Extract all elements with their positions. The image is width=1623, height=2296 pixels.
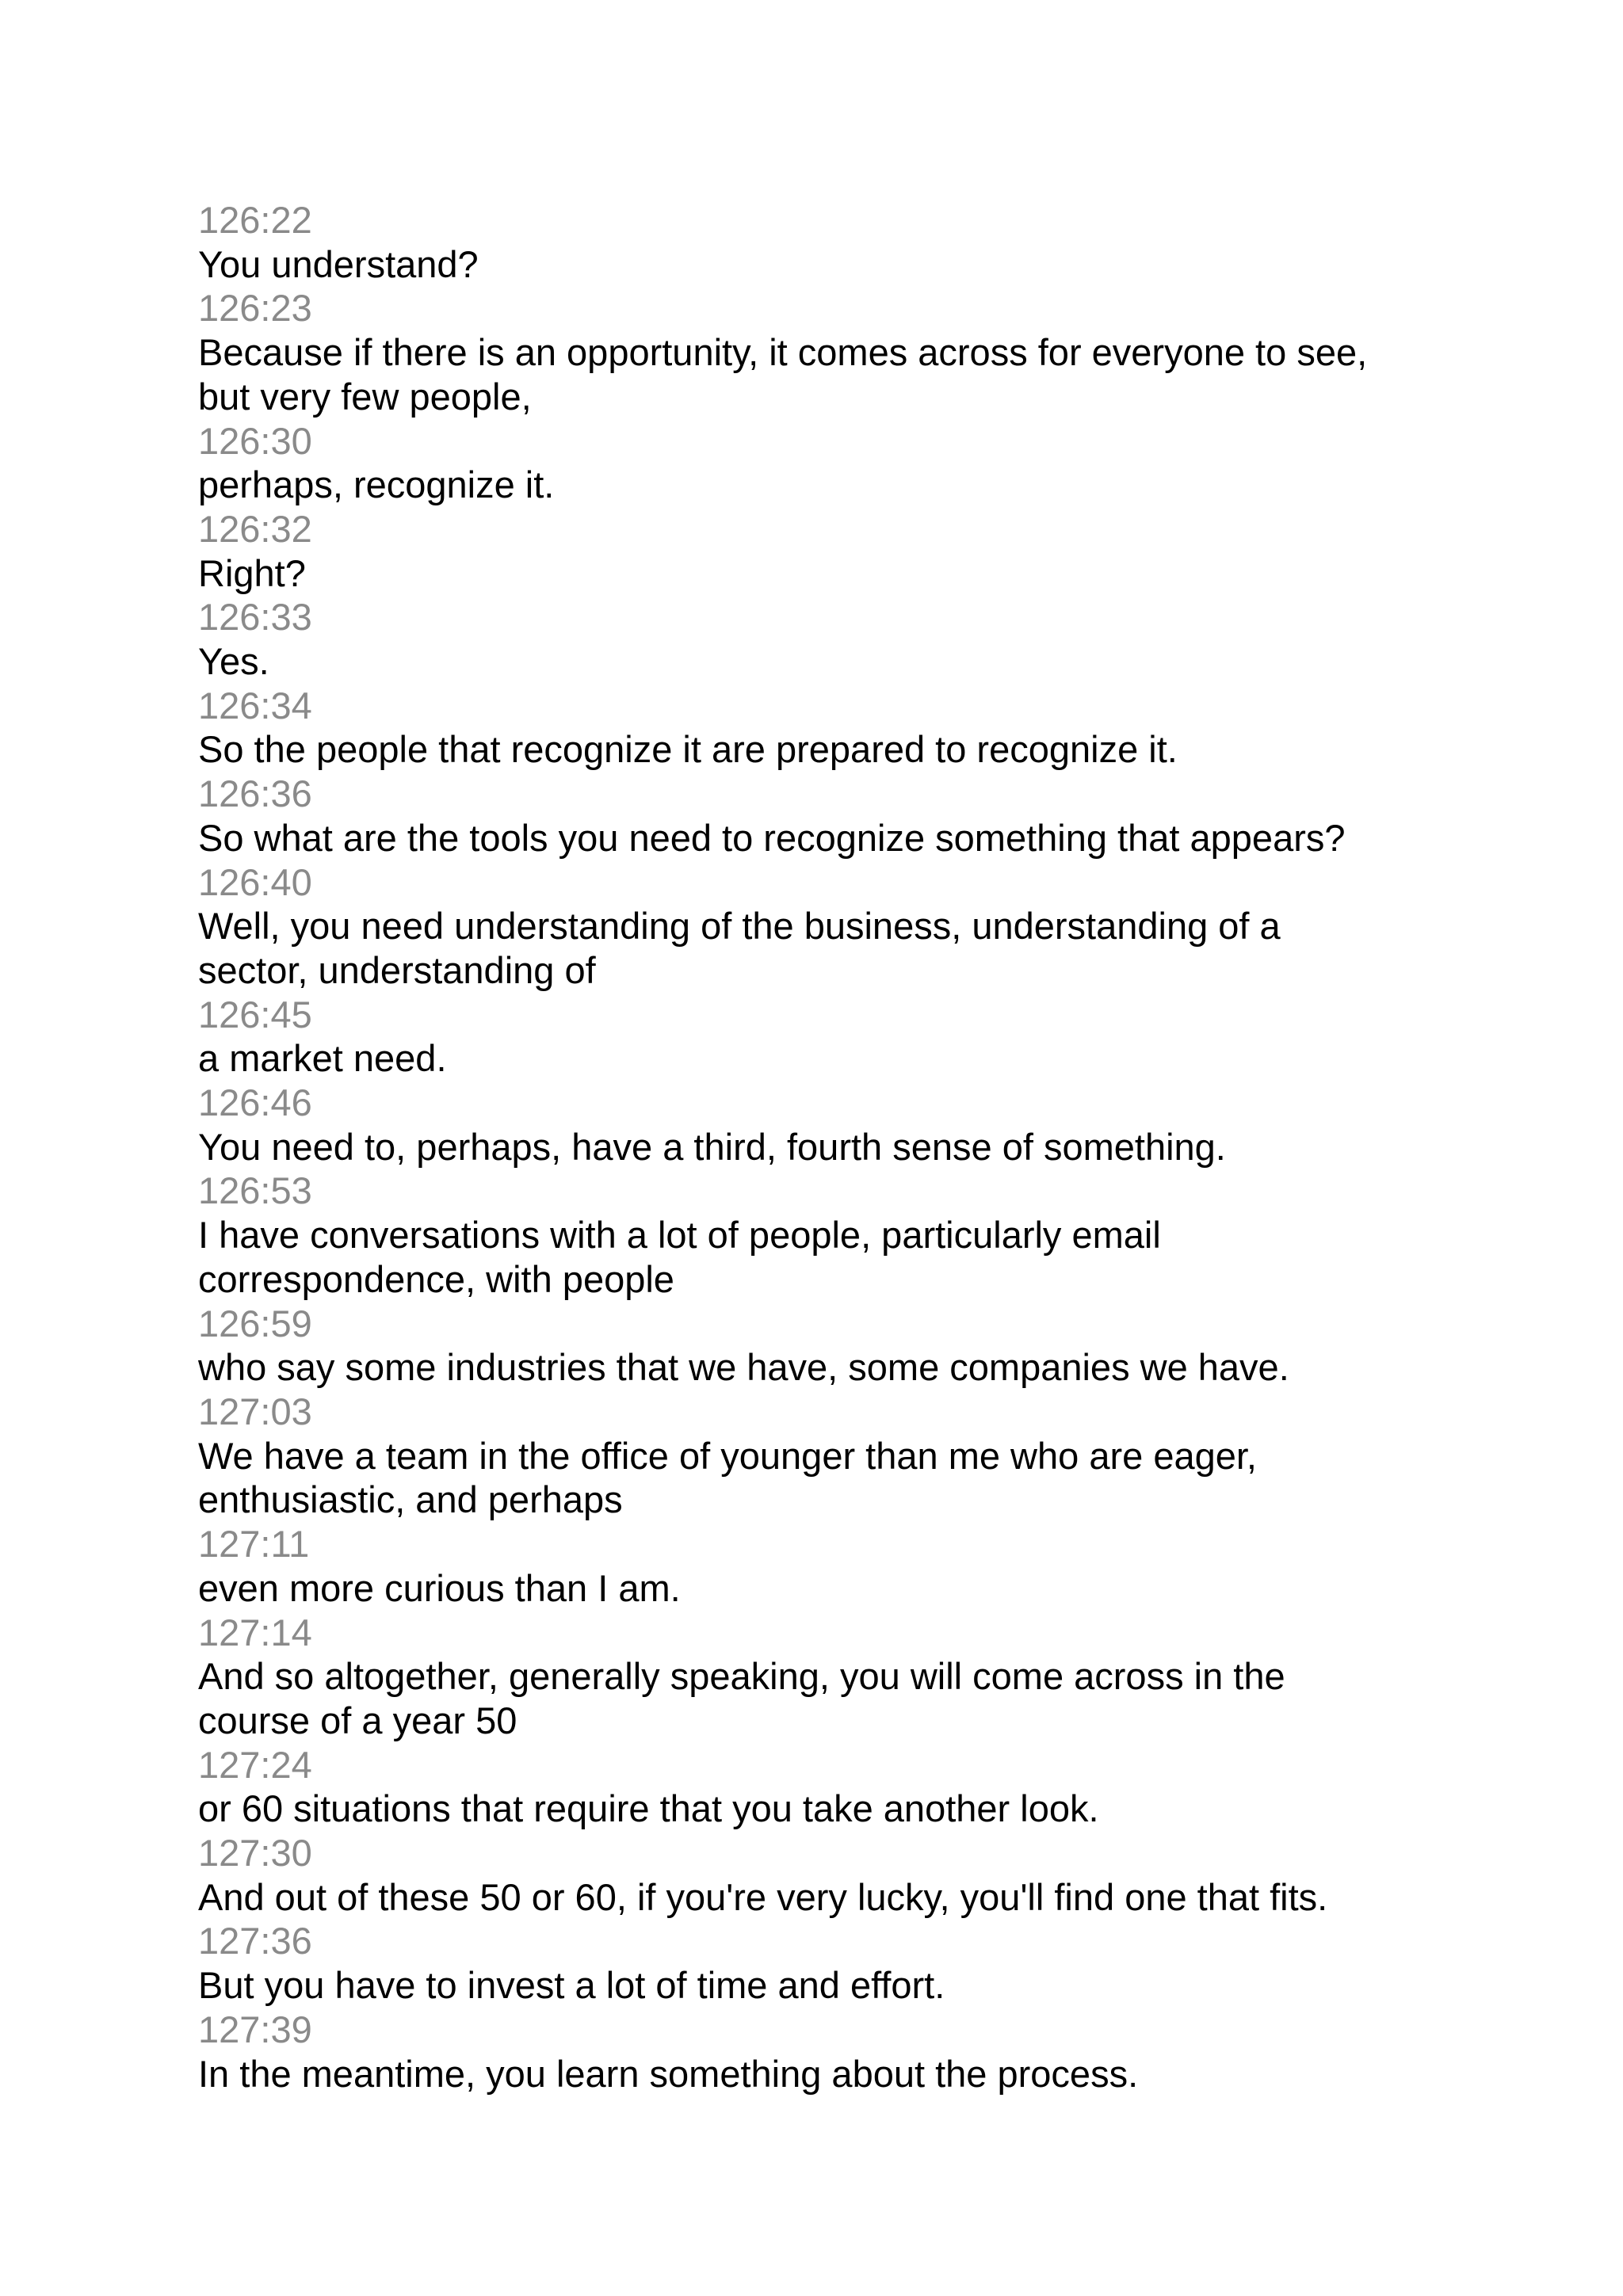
transcript-line: Yes. [198, 640, 269, 683]
transcript-line: correspondence, with people [198, 1257, 674, 1300]
transcript-entry [198, 1743, 1434, 1831]
transcript-line: In the meantime, you learn something about the process. [198, 2052, 1139, 2095]
transcript-line: perhaps, recognize it. [198, 463, 555, 506]
transcript-entry [198, 1302, 1434, 1390]
transcript-line: You need to, perhaps, have a third, fourth sense of something. [198, 1125, 1226, 1168]
transcript-entry [198, 1522, 1434, 1610]
transcript-line: a market need. [198, 1037, 447, 1080]
transcript-line: And out of these 50 or 60, if you're very lucky, you'll find one that fits. [198, 1875, 1328, 1918]
transcript-line: but very few people, [198, 375, 532, 418]
timestamp: 127:14 [198, 1611, 312, 1653]
timestamp: 127:24 [198, 1743, 312, 1786]
transcript-entry [198, 2008, 1434, 2096]
timestamp: 126:40 [198, 860, 312, 903]
timestamp: 126:22 [198, 199, 312, 241]
transcript-line: So the people that recognize it are prepared to recognize it. [198, 728, 1178, 771]
timestamp: 126:34 [198, 684, 312, 727]
transcript-entry [198, 1390, 1434, 1522]
timestamp: 126:59 [198, 1302, 312, 1344]
timestamp: 126:33 [198, 596, 312, 639]
transcript-line: who say some industries that we have, some companies we have. [198, 1346, 1289, 1389]
transcript-entry [198, 286, 1434, 418]
timestamp: 126:23 [198, 287, 312, 330]
transcript-entry [198, 1919, 1434, 2007]
transcript-entry [198, 1831, 1434, 1919]
transcript-line: Right? [198, 551, 306, 594]
transcript-entry [198, 860, 1434, 993]
transcript-line: And so altogether, generally speaking, you will come across in the [198, 1655, 1285, 1698]
transcript-line: course of a year 50 [198, 1699, 517, 1741]
transcript-entry [198, 1081, 1434, 1169]
timestamp: 127:36 [198, 1920, 312, 1962]
timestamp: 126:36 [198, 772, 312, 815]
transcript-entry [198, 595, 1434, 683]
transcript-entry [198, 419, 1434, 507]
timestamp: 127:30 [198, 1832, 312, 1875]
transcript-line: enthusiastic, and perhaps [198, 1478, 623, 1521]
transcript-entry [198, 507, 1434, 595]
transcript-line: You understand? [198, 242, 479, 285]
timestamp: 126:32 [198, 507, 312, 550]
transcript-line: Because if there is an opportunity, it comes across for everyone to see, [198, 331, 1368, 374]
transcript-line: I have conversations with a lot of people, particularly email [198, 1214, 1161, 1257]
transcript-line: or 60 situations that require that you take another look. [198, 1787, 1099, 1830]
timestamp: 126:53 [198, 1169, 312, 1212]
transcript-line: sector, understanding of [198, 948, 596, 991]
transcript-line: So what are the tools you need to recognize something that appears? [198, 816, 1346, 859]
transcript [198, 198, 1434, 2096]
transcript-entry [198, 772, 1434, 860]
transcript-line: Well, you need understanding of the business, understanding of a [198, 905, 1281, 948]
transcript-entry [198, 993, 1434, 1081]
transcript-line: We have a team in the office of younger than me who are eager, [198, 1434, 1257, 1477]
timestamp: 127:39 [198, 2008, 312, 2050]
transcript-line: even more curious than I am. [198, 1566, 681, 1609]
timestamp: 126:46 [198, 1081, 312, 1124]
transcript-entry [198, 1169, 1434, 1301]
transcript-entry [198, 1611, 1434, 1743]
transcript-line: But you have to invest a lot of time and effort. [198, 1964, 945, 2007]
transcript-entry [198, 684, 1434, 772]
timestamp: 127:03 [198, 1390, 312, 1432]
transcript-entry [198, 198, 1434, 286]
timestamp: 126:30 [198, 419, 312, 462]
timestamp: 127:11 [198, 1523, 310, 1566]
timestamp: 126:45 [198, 993, 312, 1035]
